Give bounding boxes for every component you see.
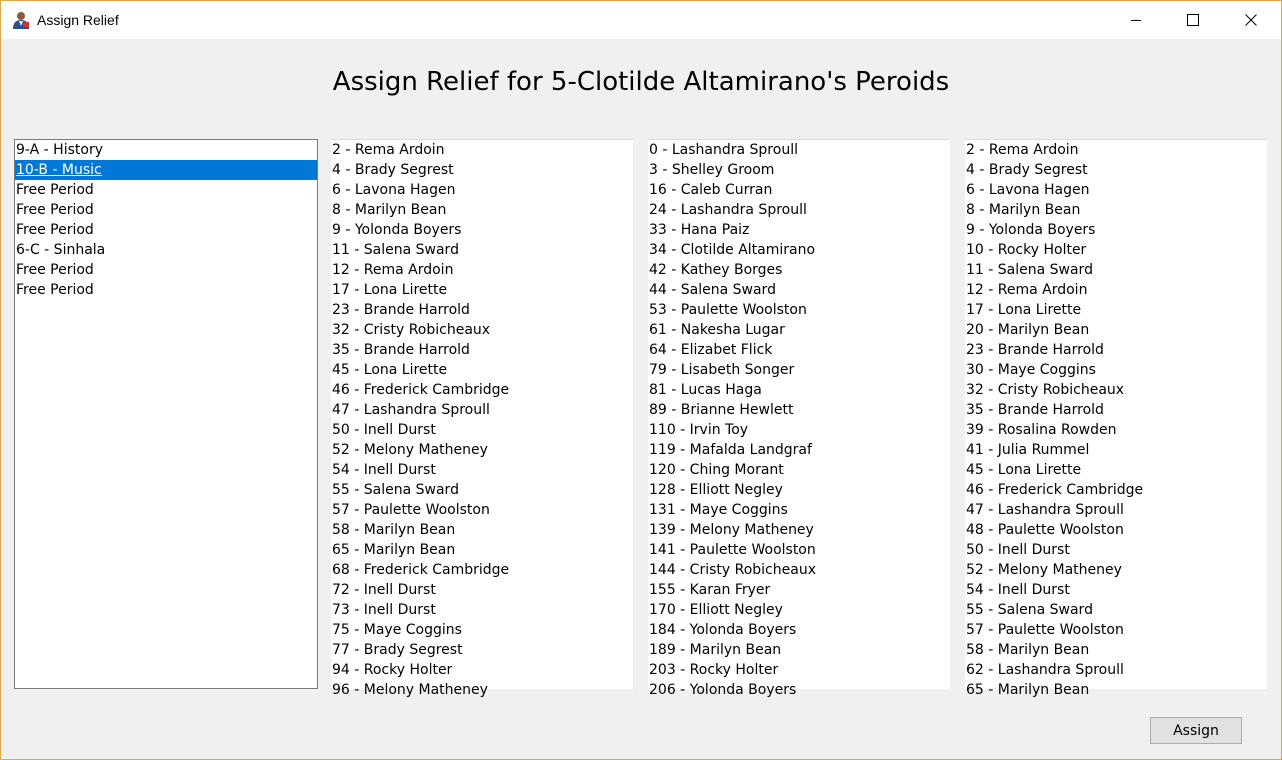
teacher-list-item[interactable]: 23 - Brande Harrold (966, 342, 1104, 358)
teacher-list-item[interactable]: 89 - Brianne Hewlett (649, 402, 794, 418)
period-list-item[interactable]: Free Period (16, 222, 94, 238)
teacher-list-item[interactable]: 6 - Lavona Hagen (966, 182, 1090, 198)
teacher-list-item[interactable]: 58 - Marilyn Bean (966, 642, 1090, 658)
teacher-list-item[interactable]: 120 - Ching Morant (649, 462, 784, 478)
teacher-list-item[interactable]: 170 - Elliott Negley (649, 602, 783, 618)
teacher-list-item[interactable]: 23 - Brande Harrold (332, 302, 470, 318)
teacher-list-item[interactable]: 34 - Clotilde Altamirano (649, 242, 816, 258)
teacher-list-item[interactable]: 39 - Rosalina Rowden (966, 422, 1117, 438)
teacher-list-item[interactable]: 206 - Yolonda Boyers (649, 682, 797, 698)
teacher-list-item[interactable]: 45 - Lona Lirette (332, 362, 448, 378)
teacher-list-item[interactable]: 77 - Brady Segrest (332, 642, 463, 658)
teacher-list-item[interactable]: 6 - Lavona Hagen (332, 182, 456, 198)
teacher-app-icon (11, 11, 31, 29)
teacher-list-item[interactable]: 33 - Hana Paiz (649, 222, 750, 238)
teacher-list-item[interactable]: 54 - Inell Durst (966, 582, 1070, 598)
teacher-list-item[interactable]: 54 - Inell Durst (332, 462, 436, 478)
teacher-list-item[interactable]: 189 - Marilyn Bean (649, 642, 782, 658)
teacher-list-item[interactable]: 94 - Rocky Holter (332, 662, 453, 678)
teacher-list-item[interactable]: 65 - Marilyn Bean (966, 682, 1090, 698)
minimize-button[interactable] (1108, 1, 1164, 39)
teacher-list-item[interactable]: 52 - Melony Matheney (966, 562, 1122, 578)
teacher-list-item[interactable]: 62 - Lashandra Sproull (966, 662, 1124, 678)
teacher-list-item[interactable]: 68 - Frederick Cambridge (332, 562, 510, 578)
teacher-list-item[interactable]: 46 - Frederick Cambridge (332, 382, 510, 398)
teacher-list-item[interactable]: 35 - Brande Harrold (966, 402, 1104, 418)
teacher-list-item[interactable]: 9 - Yolonda Boyers (332, 222, 462, 238)
period-list-item[interactable]: Free Period (16, 202, 94, 218)
teacher-list-item[interactable]: 4 - Brady Segrest (332, 162, 454, 178)
assign-button[interactable]: Assign (1150, 717, 1242, 744)
teacher-list-item[interactable]: 17 - Lona Lirette (332, 282, 448, 298)
teacher-list-item[interactable]: 11 - Salena Sward (966, 262, 1093, 278)
teacher-list-item[interactable]: 131 - Maye Coggins (649, 502, 788, 518)
teacher-list-item[interactable]: 48 - Paulette Woolston (966, 522, 1124, 538)
minimize-icon (1130, 14, 1142, 26)
teacher-list-item[interactable]: 0 - Lashandra Sproull (649, 142, 798, 158)
teacher-list-item[interactable]: 79 - Lisabeth Songer (649, 362, 795, 378)
periods-listbox[interactable] (14, 139, 318, 689)
teacher-list-item[interactable]: 61 - Nakesha Lugar (649, 322, 785, 338)
teacher-list-item[interactable]: 16 - Caleb Curran (649, 182, 773, 198)
teacher-list-item[interactable]: 20 - Marilyn Bean (966, 322, 1090, 338)
teacher-list-item[interactable]: 58 - Marilyn Bean (332, 522, 456, 538)
teacher-list-item[interactable]: 17 - Lona Lirette (966, 302, 1082, 318)
teacher-list-item[interactable]: 57 - Paulette Woolston (966, 622, 1124, 638)
maximize-icon (1187, 14, 1199, 26)
period-list-item[interactable]: Free Period (16, 182, 94, 198)
close-button[interactable] (1223, 1, 1279, 39)
teacher-list-item[interactable]: 144 - Cristy Robicheaux (649, 562, 816, 578)
teacher-list-item[interactable]: 50 - Inell Durst (332, 422, 436, 438)
teacher-list-item[interactable]: 52 - Melony Matheney (332, 442, 488, 458)
teacher-list-item[interactable]: 128 - Elliott Negley (649, 482, 783, 498)
teacher-list-item[interactable]: 46 - Frederick Cambridge (966, 482, 1144, 498)
teacher-list-item[interactable]: 75 - Maye Coggins (332, 622, 462, 638)
relief-teachers-list-1[interactable] (331, 139, 633, 698)
teacher-list-item[interactable]: 55 - Salena Sward (966, 602, 1093, 618)
window-title: Assign Relief (37, 12, 119, 28)
teacher-list-item[interactable]: 10 - Rocky Holter (966, 242, 1087, 258)
teacher-list-item[interactable]: 44 - Salena Sward (649, 282, 776, 298)
teacher-list-item[interactable]: 53 - Paulette Woolston (649, 302, 807, 318)
teacher-list-item[interactable]: 35 - Brande Harrold (332, 342, 470, 358)
teacher-list-item[interactable]: 47 - Lashandra Sproull (966, 502, 1124, 518)
page-heading: Assign Relief for 5-Clotilde Altamirano's Peroids (332, 67, 950, 97)
teacher-list-item[interactable]: 50 - Inell Durst (966, 542, 1070, 558)
teacher-list-item[interactable]: 11 - Salena Sward (332, 242, 459, 258)
relief-teachers-list-2[interactable] (648, 139, 950, 698)
maximize-button[interactable] (1165, 1, 1221, 39)
teacher-list-item[interactable]: 141 - Paulette Woolston (649, 542, 816, 558)
teacher-list-item[interactable]: 81 - Lucas Haga (649, 382, 762, 398)
period-list-item[interactable]: Free Period (16, 282, 94, 298)
teacher-list-item[interactable]: 24 - Lashandra Sproull (649, 202, 807, 218)
title-bar[interactable] (1, 1, 1281, 39)
teacher-list-item[interactable]: 64 - Elizabet Flick (649, 342, 773, 358)
close-icon (1245, 14, 1257, 26)
teacher-list-item[interactable]: 73 - Inell Durst (332, 602, 436, 618)
period-list-item[interactable]: 9-A - History (16, 142, 103, 158)
period-list-item[interactable]: 6-C - Sinhala (16, 242, 106, 258)
teacher-list-item[interactable]: 12 - Rema Ardoin (966, 282, 1088, 298)
teacher-list-item[interactable]: 203 - Rocky Holter (649, 662, 779, 678)
teacher-list-item[interactable]: 42 - Kathey Borges (649, 262, 783, 278)
teacher-list-item[interactable]: 184 - Yolonda Boyers (649, 622, 797, 638)
teacher-list-item[interactable]: 57 - Paulette Woolston (332, 502, 490, 518)
teacher-list-item[interactable]: 55 - Salena Sward (332, 482, 459, 498)
teacher-list-item[interactable]: 12 - Rema Ardoin (332, 262, 454, 278)
period-list-item[interactable]: Free Period (16, 262, 94, 278)
teacher-list-item[interactable]: 119 - Mafalda Landgraf (649, 442, 812, 458)
teacher-list-item[interactable]: 8 - Marilyn Bean (332, 202, 447, 218)
teacher-list-item[interactable]: 30 - Maye Coggins (966, 362, 1096, 378)
teacher-list-item[interactable]: 32 - Cristy Robicheaux (966, 382, 1125, 398)
relief-teachers-list-3[interactable] (965, 139, 1267, 698)
teacher-list-item[interactable]: 32 - Cristy Robicheaux (332, 322, 491, 338)
teacher-list-item[interactable]: 47 - Lashandra Sproull (332, 402, 490, 418)
teacher-list-item[interactable]: 3 - Shelley Groom (649, 162, 775, 178)
teacher-list-item[interactable]: 8 - Marilyn Bean (966, 202, 1081, 218)
teacher-list-item[interactable]: 2 - Rema Ardoin (966, 142, 1079, 158)
teacher-list-item[interactable]: 155 - Karan Fryer (649, 582, 771, 598)
teacher-list-item[interactable]: 96 - Melony Matheney (332, 682, 488, 698)
teacher-list-item[interactable]: 65 - Marilyn Bean (332, 542, 456, 558)
teacher-list-item[interactable]: 72 - Inell Durst (332, 582, 436, 598)
teacher-list-item[interactable]: 41 - Julia Rummel (966, 442, 1090, 458)
teacher-list-item[interactable]: 9 - Yolonda Boyers (966, 222, 1096, 238)
teacher-list-item[interactable]: 2 - Rema Ardoin (332, 142, 445, 158)
teacher-list-item[interactable]: 139 - Melony Matheney (649, 522, 814, 538)
teacher-list-item[interactable]: 4 - Brady Segrest (966, 162, 1088, 178)
period-list-item[interactable]: 10-B - Music (15, 160, 317, 180)
teacher-list-item[interactable]: 45 - Lona Lirette (966, 462, 1082, 478)
teacher-list-item[interactable]: 110 - Irvin Toy (649, 422, 749, 438)
